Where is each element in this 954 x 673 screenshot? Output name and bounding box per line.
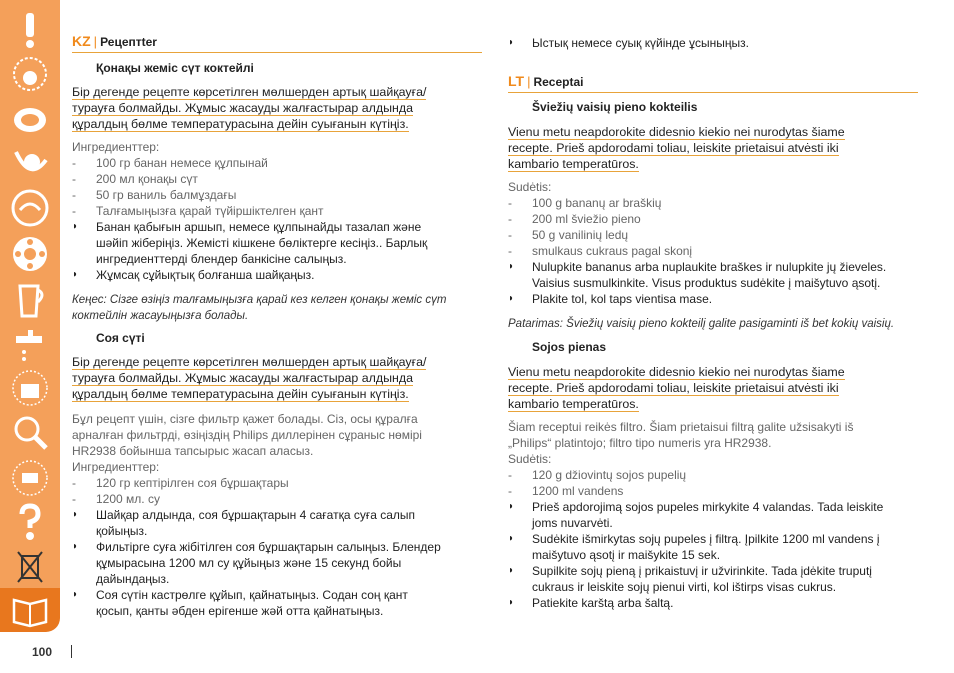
ingredient-item: - 1200 ml vandens	[508, 484, 624, 498]
recipe-title: Šviežių vaisių pieno kokteilis	[532, 100, 698, 114]
page-number-divider	[71, 645, 72, 658]
crossed-bin-icon	[8, 544, 52, 588]
sidebar	[0, 0, 60, 630]
step-item: ◗ Supilkite sojų pieną į prikaistuvį ir užvirinkite. Tada įdėkite truputį cukraus ir leiskite sojų pienui virti, kol ištirps visas cukrus.	[508, 564, 872, 594]
section-header-lt: LT | Receptai	[508, 73, 918, 93]
recipe-warning: Vienu metu neapdorokite didesnio kiekio nei nurodytas šiame recepte. Prieš apdorodami toliau, leiskite prietaisui atvėsti iki kambario temperatūros.	[508, 365, 845, 411]
step-item: ◗ Sudėkite išmirkytas sojų pupeles į filtrą. Įpilkite 1200 ml vandens į maišytuvo ąsotį ir maišykite 15 sek.	[508, 532, 880, 562]
jug-icon	[8, 278, 52, 322]
ingredient-item: - 50 гр ваниль балмұздағы	[72, 188, 237, 202]
ingredient-item: - 120 g džiovintų sojos pupelių	[508, 468, 687, 482]
ingredient-item: - 50 g vanilinių ledų	[508, 228, 629, 242]
ingredient-item: - Талғамыңызға қарай түйіршіктелген қант	[72, 204, 324, 218]
ingredient-item: - 1200 мл. су	[72, 492, 160, 506]
recipe-title: Sojos pienas	[532, 340, 607, 354]
blender-icon	[8, 96, 52, 140]
ingredient-item: - 120 гр кептірілген соя бұршақтары	[72, 476, 289, 490]
slicing-icon	[8, 186, 52, 230]
step-item: ◗ Prieš apdorojimą sojos pupeles mirkykite 4 valandas. Tada leiskite joms nuvarvėti.	[508, 500, 884, 530]
world-wide-guarantee-icon	[8, 456, 52, 500]
ingredient-item: - 200 ml šviežio pieno	[508, 212, 641, 226]
step-item: ◗ Nulupkite bananus arba nuplaukite braškes ir nulupkite jų žieveles. Vaisius susmulkinkite. Visus produktus sudėkite į maišytuvo ąsotį.	[508, 260, 887, 290]
language-code: LT	[508, 73, 525, 89]
tip-text: Patarimas: Šviežių vaisių pieno kokteilį galite pasigaminti iš bet kokių vaisių.	[508, 318, 895, 330]
step-item: ◗ Patiekite karštą arba šaltą.	[508, 596, 674, 610]
citrus-icon	[8, 140, 52, 184]
recipe-title: Қонақы жеміс сүт коктейлі	[96, 61, 254, 75]
step-item: ◗ Банан қабығын аршып, немесе құлпынайды тазалап және шәйіп жіберіңіз. Жемісті кішкене бөліктерге кесіңіз.. Барлық ингредиенттерді блендер банкісіне салыңыз.	[72, 220, 428, 266]
step-item: ◗ Ыстық немесе суық күйінде ұсыныңыз.	[508, 36, 749, 50]
step-item: ◗ Фильтірге суға жібітілген соя бұршақтарын салыңыз. Блендер құмырасына 1200 мл су құйыңыз және 15 секунд бойы дайындаңыз.	[72, 540, 441, 586]
recipe-warning: Бір дегенде рецепте көрсетілген мөлшерден артық шайқауға/ турауға болмайды. Жұмыс жасауды жалғастырар алдында құралдың бөлме температурасына дейін суығанын күтіңіз.	[72, 85, 427, 131]
page-number: 100	[32, 645, 53, 659]
tip-text: Кеңес: Сізге өзіңіз талғамыңызға қарай кез келген қонақы жеміс сүт коктейлін жасауыңызға болады.	[72, 294, 447, 322]
ingredients-label: Sudėtis:	[508, 180, 552, 194]
ingredients-label: Ингредиенттер:	[72, 140, 160, 154]
recipe-text: Бұл рецепт үшін, сізге фильтр қажет болады. Сіз, осы құралға арналған фильтрді, өзіңіздің Philips диллерінен сұраныс нөмірі HR2938 бойынша тапсырыс жасап аласыз. Ингредиенттер:	[72, 412, 422, 474]
storage-box-icon	[8, 366, 52, 410]
step-item: ◗ Plakite tol, kol taps vientisa mase.	[508, 292, 713, 306]
step-item: ◗ Жұмсақ сұйықтық болғанша шайқаңыз.	[72, 268, 315, 282]
tap-icon	[8, 322, 52, 366]
grater-icon	[8, 232, 52, 276]
recipe-warning: Бір дегенде рецепте көрсетілген мөлшерден артық шайқауға/ турауға болмайды. Жұмыс жасауды жалғастырар алдында құралдың бөлме температурасына дейін суығанын күтіңіз.	[72, 355, 427, 401]
section-title: Receptai	[533, 75, 584, 89]
ingredient-item: - 200 мл қонақы сүт	[72, 172, 198, 186]
recipe-title: Соя сүті	[96, 331, 145, 345]
language-code: KZ	[72, 33, 91, 49]
ingredient-item: - 100 гр банан немесе құлпынай	[72, 156, 268, 170]
step-item: ◗ Соя сүтін кастрөлге құйып, қайнатыңыз. Содан соң қант қосып, қанты әбден ерігенше жәй отта қайнатыңыз.	[72, 588, 408, 618]
recipe-book-icon[interactable]	[8, 588, 52, 632]
ingredient-item: - 100 g bananų ar braškių	[508, 196, 662, 210]
section-title: Рецептter	[100, 35, 157, 49]
recipe-warning: Vienu metu neapdorokite didesnio kiekio nei nurodytas šiame recepte. Prieš apdorodami toliau, leiskite prietaisui atvėsti iki kambario temperatūros.	[508, 125, 845, 171]
magnifier-icon	[8, 410, 52, 454]
question-icon	[8, 500, 52, 544]
recipe-text: Šiam receptui reikės filtro. Šiam prietaisui filtrą galite užsisakyti iš „Philips“ platintojo; filtro tipo numeris yra HR2938. Sudėtis:	[508, 420, 854, 466]
ingredient-item: - smulkaus cukraus pagal skonį	[508, 244, 693, 258]
section-header-kz: KZ | Рецептter	[72, 33, 482, 53]
step-item: ◗ Шайқар алдында, соя бұршақтарын 4 сағатқа суға салып қойыңыз.	[72, 508, 416, 538]
exclamation-icon	[8, 8, 52, 52]
click-and-go-icon	[8, 52, 52, 96]
